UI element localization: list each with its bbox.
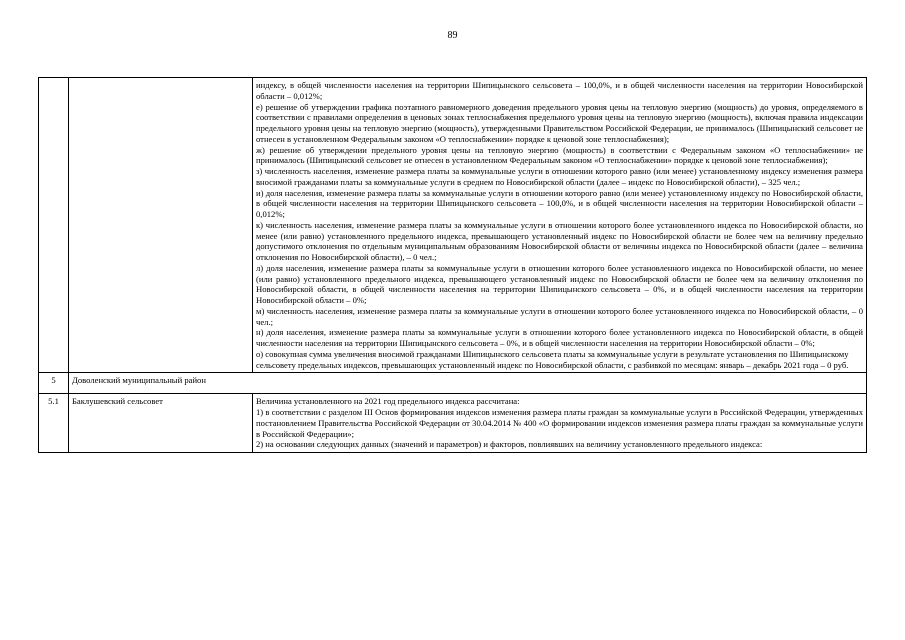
paragraph: н) доля населения, изменение размера платы за коммунальные услуги в отношении которого более установленного индекса по Новосибирской области, в общей численности населения на территории Шипицынского сельсовета – 0%, и в общей численности населения на территории Новосибирской области – 0%; [256,327,863,348]
description-cell [253,394,867,453]
table-row [39,373,867,394]
paragraph: Величина установленного на 2021 год предельного индекса рассчитана: [256,396,520,407]
paragraph: з) численность населения, изменение размера платы за коммунальные услуги в отношении которого равно (или менее) установленному индексу изменения размера вносимой гражданами платы за коммунальные услуги в среднем по Новосибирской области (далее – индекс по Новосибирской области), – 325 чел.; [256,166,863,187]
paragraph: о) совокупная сумма увеличения вносимой гражданами Шипицынского сельсовета платы за коммунальные услуги в результате установления по Шипицынскому сельсовету предельных индексов, превышающих установленный индекс по Новосибирской области, с разбивкой по месяцам: январь – декабрь 2021 года – 0 руб. [256,348,849,370]
table-row [39,78,867,373]
row-number-cell: 5 [39,373,69,394]
page-number: 89 [447,30,458,41]
paragraph: индексу, в общей численности населения на территории Шипицынского сельсовета – 100,0%, и в общей численности населения на территории Новосибирской области – 0,012%; [256,80,863,101]
paragraph: 1) в соответствии с разделом III Основ формирования индексов изменения размера платы граждан за коммунальные услуги в Российской Федерации, утвержденных постановлением Правительства Российской Федерации от 30.04.2014 № 400 «О формировании индексов изменения размера платы граждан за коммунальные услуги в Российской Федерации»; [256,407,863,439]
document-table [38,77,867,453]
paragraph: м) численность населения, изменение размера платы за коммунальные услуги в отношении которого более установленного индекса по Новосибирской области, – 0 чел.; [256,305,863,327]
paragraph: е) решение об утверждении графика поэтапного равномерного доведения предельного уровня цены на тепловую энергию (мощность) до уровня, определяемого в соответствии с правилами определения в ценовых зонах теплоснабжения предельного уровня цены на тепловую энергию (мощность), включая правила индексации предельного уровня цены на тепловую энергию (мощность), утвержденными Правительством Российской Федерации, не принималось (Шипицынский сельсовет не отнесен в установленном Федеральным законом «О теплоснабжении» порядке к ценовой зоне теплоснабжения); [256,101,863,144]
territory-name-cell [69,78,253,373]
district-name-cell: Доволенский муниципальный район [69,373,867,394]
paragraph: к) численность населения, изменение размера платы за коммунальные услуги в отношении которого более установленного индекса по Новосибирской области, но менее (или равно) установленного предельного индекса, превышающего установленный индекс по Новосибирской области не более чем на величину предельно допустимого отклонения по отдельным муниципальным образованиям Новосибирской области от величины индекса по Новосибирской области (далее – величина отклонения по Новосибирской области), – 0 чел.; [256,219,863,262]
row-number-cell [39,78,69,373]
territory-name-cell: Баклушевский сельсовет [69,394,253,453]
paragraph: ж) решение об утверждении предельного уровня цены на тепловую энергию (мощность) в соответствии с Федеральным законом «О теплоснабжении» не принималось (Шипицынский сельсовет не отнесен в установленном Федеральным законом «О теплоснабжении» порядке к ценовой зоне теплоснабжения); [256,144,863,166]
table-row [39,394,867,453]
paragraph: 2) на основании следующих данных (значений и параметров) и факторов, повлиявших на величину установленного предельного индекса: [256,439,763,450]
paragraph: л) доля населения, изменение размера платы за коммунальные услуги в отношении которого более установленного индекса по Новосибирской области, но менее (или равно) установленного предельного индекса, превышающего установленный индекс по Новосибирской области не более чем на величину отклонения по Новосибирской области, в общей численности населения на территории Шипицынского сельсовета – 0%, и в общей численности населения на территории Новосибирской области – 0%; [256,262,863,305]
row-number-cell: 5.1 [39,394,69,453]
description-cell [253,78,867,373]
paragraph: и) доля населения, изменение размера платы за коммунальные услуги в отношении которого равно (или менее) установленному индексу по Новосибирской области, в общей численности населения на территории Шипицынского сельсовета – 100,0%, и в общей численности населения на территории Новосибирской области – 0,012%; [256,187,863,219]
